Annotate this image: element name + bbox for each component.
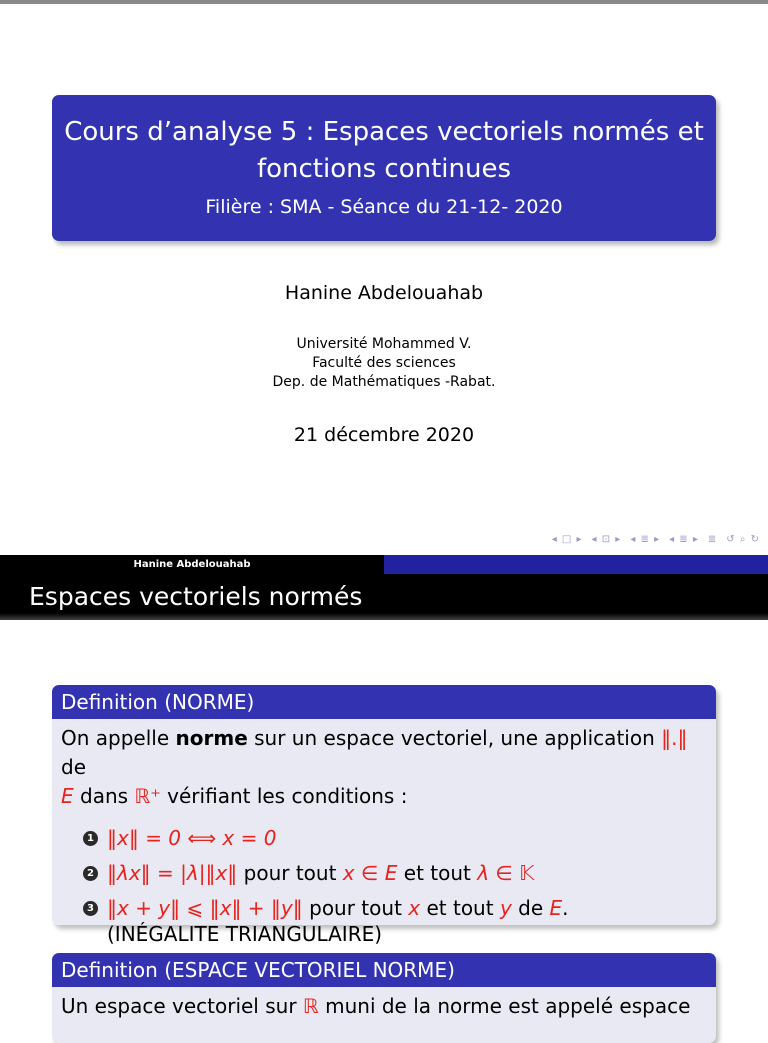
item-text: et tout [420, 896, 500, 920]
title-line-1: Cours d’analyse 5 : Espaces vectoriels normés et [64, 117, 704, 147]
footer-author: Hanine Abdelouahab [0, 555, 384, 574]
item-text: de [511, 896, 550, 920]
math-expr: ‖x‖ = 0 ⟺ x = 0 [107, 826, 277, 850]
block-body [52, 987, 716, 1029]
footer-right-band [384, 555, 768, 574]
block-title: Definition (ESPACE VECTORIEL NORME) [52, 953, 716, 987]
item-continuation: (INÉGALITE TRIANGULAIRE) [107, 922, 383, 946]
item-text: pour tout [237, 861, 343, 885]
nav-slide-icon[interactable]: ◂ ⊡ ▸ [591, 534, 622, 545]
intro-text: vérifiant les conditions : [160, 784, 408, 808]
math-norm: ‖.‖ [661, 726, 688, 750]
presentation-date: 21 décembre 2020 [293, 424, 475, 446]
intro-text: de [61, 755, 86, 779]
math-expr: x [408, 896, 421, 920]
list-item [61, 856, 707, 891]
subtitle: Filière : SMA - Séance du 21-12- 2020 [205, 196, 563, 218]
list-item [61, 821, 707, 856]
intro-text: sur un espace vectoriel, une application [247, 726, 662, 750]
body-text: Un espace vectoriel sur [61, 994, 303, 1018]
math-R-plus: ℝ⁺ [134, 784, 161, 808]
nav-section-icon[interactable]: ◂ ≣ ▸ [630, 534, 661, 545]
institution-line-3: Dep. de Mathématiques -Rabat. [272, 374, 496, 390]
item-number-icon: 2 [83, 866, 98, 881]
title-line-2: fonctions continues [256, 154, 512, 184]
item-number-icon: 3 [83, 901, 98, 916]
block-title: Definition (NORME) [52, 685, 716, 719]
list-item [61, 891, 707, 948]
definition-block-espace-norme [52, 953, 716, 1043]
intro-text: On appelle [61, 726, 176, 750]
math-expr: λ ∈ 𝕂 [477, 861, 535, 885]
item-number-icon: 1 [83, 831, 98, 846]
nav-left-frame-icon[interactable]: ◂ □ ▸ [551, 534, 583, 545]
item-text: pour tout [302, 896, 409, 920]
math-expr: y [499, 896, 512, 920]
item-text: et tout [397, 861, 478, 885]
math-R: ℝ [302, 994, 319, 1018]
nav-align-icon[interactable]: ≣ [707, 534, 718, 545]
nav-search-icon[interactable]: ↺ ⌕ ↻ [726, 534, 760, 545]
body-text: muni de la norme est appelé espace [318, 994, 691, 1018]
top-rule [0, 0, 768, 4]
frame-title: Espaces vectoriels normés [0, 574, 768, 620]
nav-subsection-icon[interactable]: ◂ ≣ ▸ [669, 534, 699, 545]
definition-block-norme [52, 685, 716, 946]
term-norme: norme [175, 726, 248, 750]
math-E: E [61, 784, 74, 808]
institution-line-1: Université Mohammed V. [296, 336, 472, 352]
math-expr: ‖x + y‖ ⩽ ‖x‖ + ‖y‖ [107, 896, 303, 920]
condition-list [61, 821, 707, 948]
block-body [52, 719, 716, 956]
title-box [52, 95, 716, 241]
definition-intro [61, 724, 707, 811]
institution-line-2: Faculté des sciences [312, 355, 456, 371]
author-name: Hanine Abdelouahab [284, 282, 484, 304]
institution [0, 335, 768, 392]
math-expr: ‖λx‖ = |λ|‖x‖ [107, 861, 238, 885]
intro-text: dans [73, 784, 135, 808]
math-expr: x ∈ E [342, 861, 398, 885]
item-text: . [562, 896, 569, 920]
math-expr: E [549, 896, 563, 920]
footline [0, 555, 768, 574]
navigation-symbols [552, 534, 760, 545]
